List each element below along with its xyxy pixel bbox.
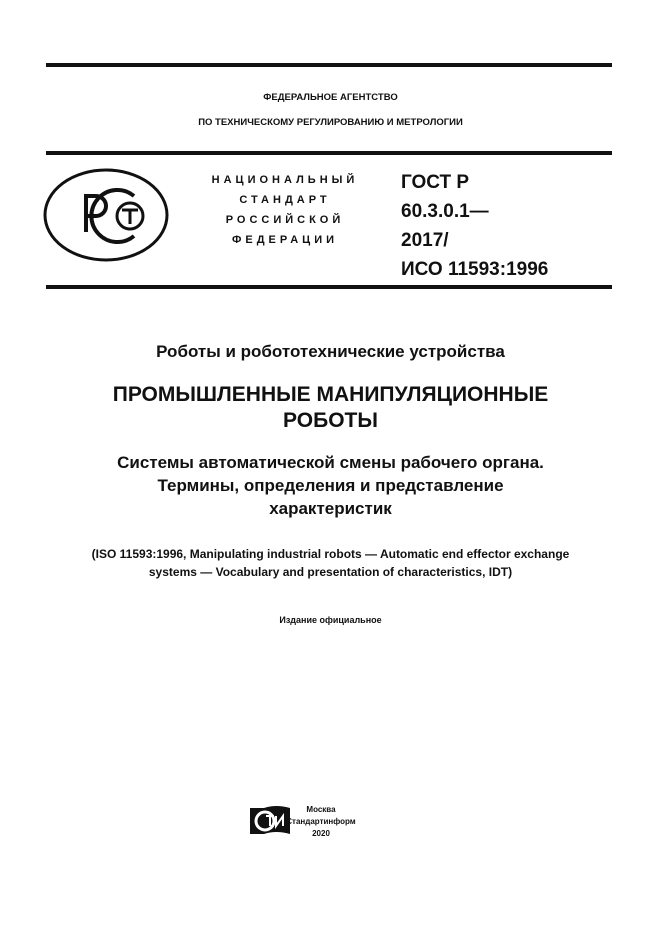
designation-line-4: ИСО 11593:1996 [401, 259, 549, 280]
gost-r-logo-icon [42, 166, 170, 264]
agency-line-2: ПО ТЕХНИЧЕСКОМУ РЕГУЛИРОВАНИЮ И МЕТРОЛОГИИ [198, 117, 463, 128]
top-rule [46, 63, 612, 67]
edition-label: Издание официальное [279, 615, 382, 625]
standard-designation [401, 168, 548, 284]
designation-line-3: 2017/ [401, 230, 449, 251]
general-title: Роботы и робототехнические устройства [156, 342, 505, 361]
subtitle-line-2: Термины, определения и представление [157, 476, 504, 495]
main-title [0, 382, 661, 434]
header-bottom-rule [46, 285, 612, 289]
subtitle [0, 451, 661, 520]
subtitle-line-1: Системы автоматической смены рабочего органа. [117, 453, 544, 472]
publisher-name: Стандартинформ [286, 817, 356, 826]
agency-line-1: ФЕДЕРАЛЬНОЕ АГЕНТСТВО [263, 92, 398, 103]
main-title-line-1: ПРОМЫШЛЕННЫЕ МАНИПУЛЯЦИОННЫЕ [112, 383, 549, 406]
subtitle-line-3: характеристик [269, 499, 392, 518]
ns-line-2: СТАНДАРТ [239, 194, 331, 206]
publisher-year: 2020 [312, 829, 330, 838]
national-standard-label [190, 170, 380, 250]
designation-line-2: 60.3.0.1— [401, 201, 489, 222]
ns-line-3: РОССИЙСКОЙ [225, 214, 345, 226]
main-title-line-2: РОБОТЫ [283, 409, 378, 432]
ns-line-4: ФЕДЕРАЦИИ [231, 234, 339, 246]
designation-line-1: ГОСТ Р [401, 172, 470, 193]
publisher-info [286, 804, 356, 840]
original-line-1: (ISO 11593:1996, Manipulating industrial robots — Automatic end effector exchange [91, 547, 570, 561]
publisher-city: Москва [306, 805, 336, 814]
header-rule [46, 151, 612, 155]
original-line-2: systems — Vocabulary and presentation of characteristics, IDT) [148, 565, 513, 579]
ns-line-1: НАЦИОНАЛЬНЫЙ [211, 174, 359, 186]
original-standard-reference [0, 545, 661, 581]
